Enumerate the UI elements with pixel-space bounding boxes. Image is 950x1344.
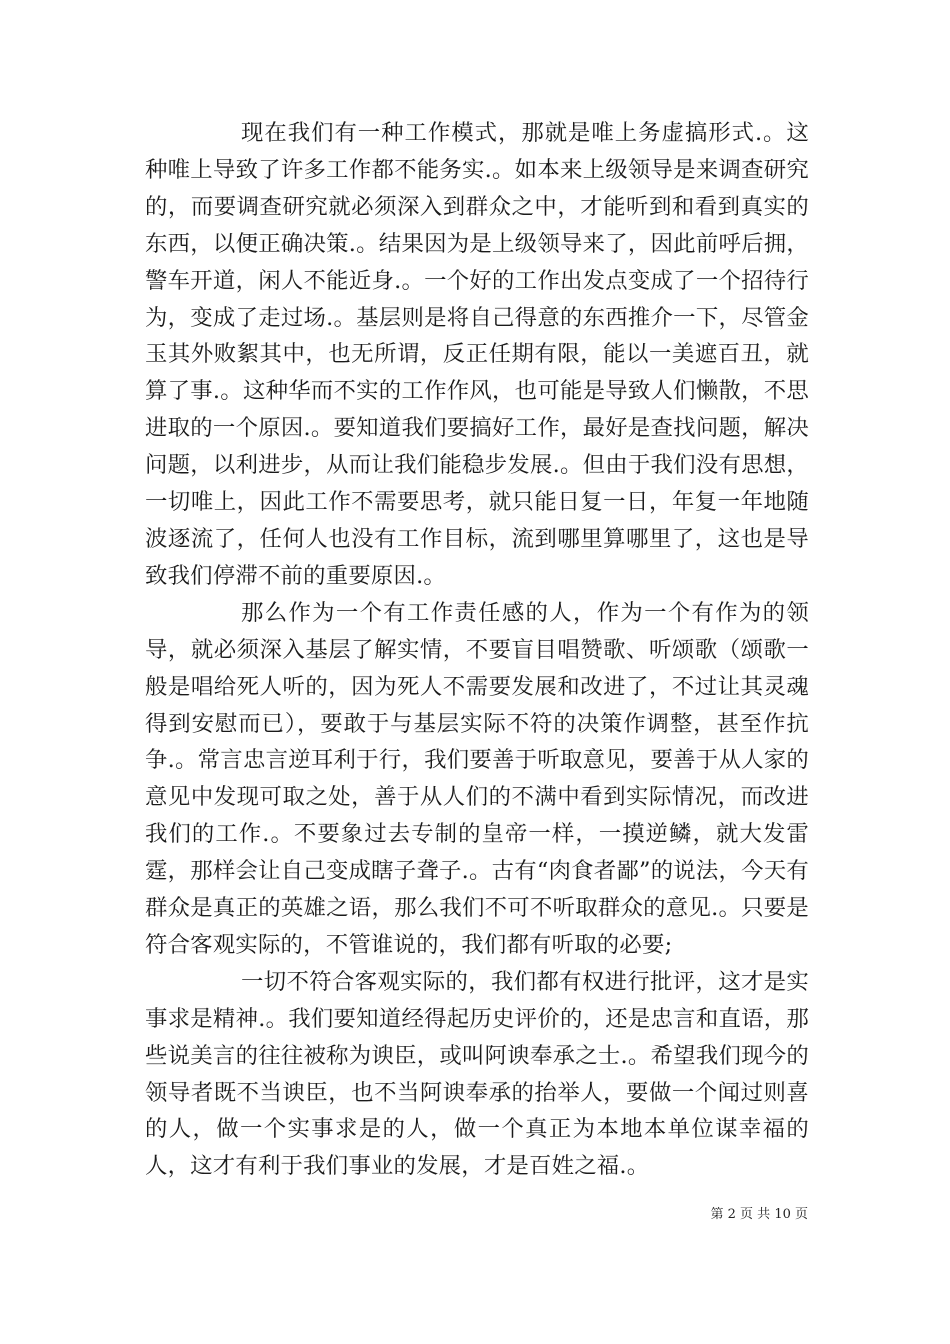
paragraph-3: 一切不符合客观实际的，我们都有权进行批评，这才是实事求是精神.。我们要知道经得起历史评价的，还是忠言和直语，那些说美言的往往被称为谀臣，或叫阿谀奉承之士.。希望我们现今的领导者既不当谀臣，也不当阿谀奉承的抬举人，要做一个闻过则喜的人，做一个实事求是的人，做一个真正为本地本单位谋幸福的人，这才有利于我们事业的发展，才是百姓之福.。 — [145, 968, 809, 1180]
page-number: 第 2 页 共 10 页 — [710, 1207, 808, 1222]
paragraph-1: 现在我们有一种工作模式，那就是唯上务虚搞形式.。这种唯上导致了许多工作都不能务实.。如本来上级领导是来调查研究的，而要调查研究就必须深入到群众之中，才能听到和看到真实的东西，以便正确决策.。结果因为是上级领导来了，因此前呼后拥，警车开道，闲人不能近身.。一个好的工作出发点变成了一个招待行为，变成了走过场.。基层则是将自己得意的东西推介一下，尽管金玉其外败絮其中，也无所谓，反正任期有限，能以一美遮百丑，就算了事.。这种华而不实的工作作风，也可能是导致人们懒散，不思进取的一个原因.。要知道我们要搞好工作，最好是查找问题，解决问题，以利进步，从而让我们能稳步发展.。但由于我们没有思想，一切唯上，因此工作不需要思考，就只能日复一日，年复一年地随波逐流了，任何人也没有工作目标，流到哪里算哪里了，这也是导致我们停滞不前的重要原因.。 — [145, 120, 809, 589]
document-body — [145, 115, 809, 1185]
paragraph-2: 那么作为一个有工作责任感的人，作为一个有作为的领导，就必须深入基层了解实情，不要盲目唱赞歌、听颂歌（颂歌一般是唱给死人听的，因为死人不需要发展和改进了，不过让其灵魂得到安慰而已），要敢于与基层实际不符的决策作调整，甚至作抗争.。常言忠言逆耳利于行，我们要善于听取意见，要善于从人家的意见中发现可取之处，善于从人们的不满中看到实际情况，而改进我们的工作.。不要象过去专制的皇帝一样，一摸逆鳞，就大发雷霆，那样会让自己变成瞎子聋子.。古有“肉食者鄙”的说法，今天有群众是真正的英雄之语，那么我们不可不听取群众的意见.。只要是符合客观实际的，不管谁说的，我们都有听取的必要; — [145, 599, 809, 958]
